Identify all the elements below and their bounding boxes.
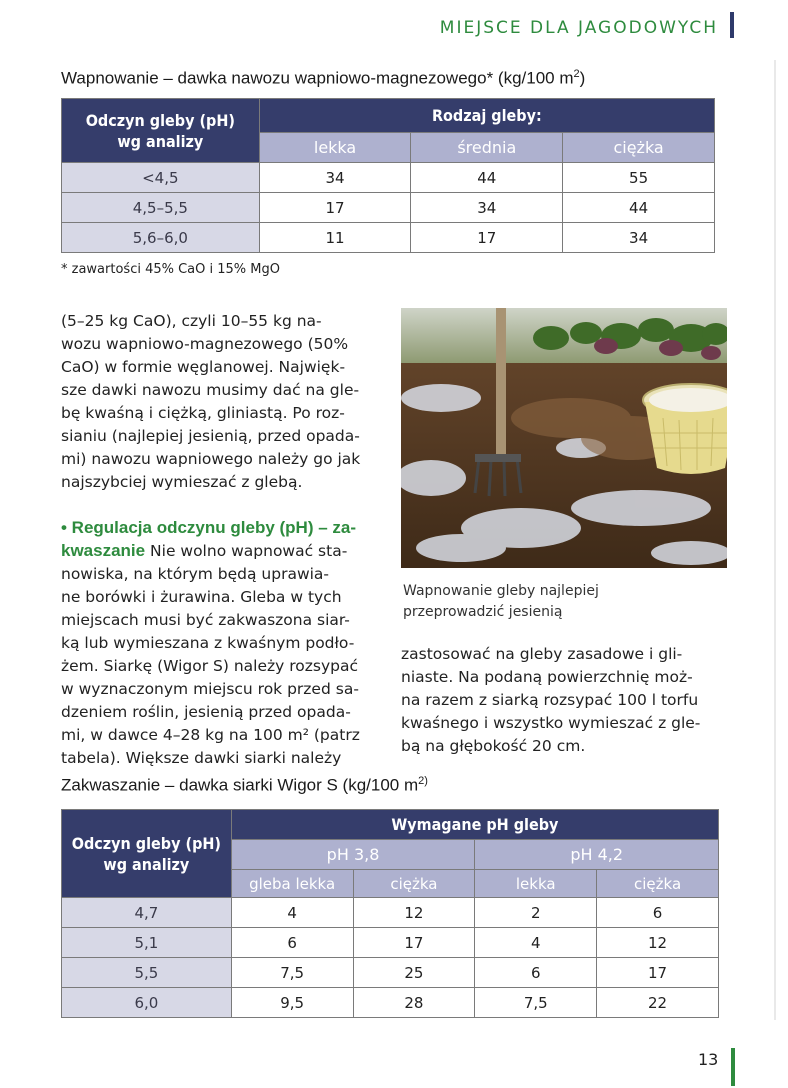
table-row xyxy=(62,988,719,1018)
table-row xyxy=(62,223,715,253)
text-line: niaste. Na podaną powierzchnię moż- xyxy=(401,668,693,686)
table-cell: 7,5 xyxy=(231,958,353,988)
table1-row-ph: 5,6–6,0 xyxy=(62,223,260,253)
page-edge-line xyxy=(774,60,776,1020)
table-cell: 4 xyxy=(231,898,353,928)
text-line: dzeniem roślin, jesienią przed opada- xyxy=(61,703,351,721)
table-cell: 44 xyxy=(563,193,715,223)
text-line: tabela). Większe dawki siarki należy xyxy=(61,749,342,767)
text-line: kwaśnego i wszystko wymieszać z gle- xyxy=(401,714,701,732)
table2-row-ph: 5,1 xyxy=(62,928,232,958)
text-line: mi, w dawce 4–28 kg na 100 m² (patrz xyxy=(61,726,360,744)
table-row xyxy=(62,163,715,193)
table1-row-ph: <4,5 xyxy=(62,163,260,193)
table-cell: 17 xyxy=(411,223,563,253)
text-line: ne borówki i żurawina. Gleba w tych xyxy=(61,588,342,606)
section-heading: • Regulacja odczynu gleby (pH) – za- xyxy=(61,518,357,537)
text-fragment: Nie wolno wapnować sta- xyxy=(145,542,348,560)
table-cell: 11 xyxy=(259,223,411,253)
table-cell: 34 xyxy=(411,193,563,223)
table2-subhead-ciezka: ciężka xyxy=(353,870,475,898)
table2-header-ph-line2: wg analizy xyxy=(103,854,190,874)
table2-header-required-ph: Wymagane pH gleby xyxy=(231,810,718,840)
table2-row-ph: 5,5 xyxy=(62,958,232,988)
text-line: w wyznaczonym miejscu rok przed sa- xyxy=(61,680,359,698)
text-line: (5–25 kg CaO), czyli 10–55 kg na- xyxy=(61,312,322,330)
section-title: MIEJSCE DLA JAGODOWYCH xyxy=(439,18,718,38)
photo-caption xyxy=(403,581,599,623)
text-line: miejscach musi być zakwaszona siar- xyxy=(61,611,350,629)
text-line: ką lub wymieszana z kwaśnym podło- xyxy=(61,634,355,652)
table2-subhead-ph38: pH 3,8 xyxy=(231,840,475,870)
table-cell: 34 xyxy=(563,223,715,253)
table2-subhead-lekka: lekka xyxy=(475,870,597,898)
table2-caption-text: Zakwaszanie – dawka siarki Wigor S (kg/100 m xyxy=(61,775,419,795)
table1-subhead-lekka: lekka xyxy=(259,133,411,163)
liming-table xyxy=(61,98,715,253)
table1-row-ph: 4,5–5,5 xyxy=(62,193,260,223)
table1-header-ph xyxy=(62,99,260,163)
table-cell: 7,5 xyxy=(475,988,597,1018)
table1-subhead-srednia: średnia xyxy=(411,133,563,163)
table2-subhead-ciezka-2: ciężka xyxy=(597,870,719,898)
photo-caption-line: przeprowadzić jesienią xyxy=(403,604,563,620)
table2-subhead-gleba-lekka: gleba lekka xyxy=(231,870,353,898)
footer-accent-bar xyxy=(731,1048,735,1086)
table-row xyxy=(62,898,719,928)
table2-caption xyxy=(61,775,428,796)
table-row xyxy=(62,958,719,988)
text-line xyxy=(61,539,373,563)
table2-caption-sup: 2) xyxy=(418,775,428,787)
table-cell: 17 xyxy=(259,193,411,223)
table1-caption-end: ) xyxy=(579,68,586,88)
table-cell: 9,5 xyxy=(231,988,353,1018)
table-cell: 44 xyxy=(411,163,563,193)
text-line: bę kwaśną i ciężką, gliniastą. Po roz- xyxy=(61,404,345,422)
table1-header-ph-line2: wg analizy xyxy=(117,131,204,151)
text-line: CaO) w formie węglanowej. Najwięk- xyxy=(61,358,346,376)
table-cell: 6 xyxy=(475,958,597,988)
table1-footnote: * zawartości 45% CaO i 15% MgO xyxy=(61,262,280,277)
header-accent-bar xyxy=(730,12,734,38)
table-cell: 55 xyxy=(563,163,715,193)
left-column xyxy=(61,310,373,770)
table1-header-ph-line1: Odczyn gleby (pH) xyxy=(85,110,235,130)
text-line: najszybciej wymieszać z glebą. xyxy=(61,473,303,491)
text-line: żem. Siarkę (Wigor S) należy rozsypać xyxy=(61,657,359,675)
text-line: sianiu (najlepiej jesienią, przed opada- xyxy=(61,427,360,445)
table-cell: 17 xyxy=(597,958,719,988)
acidification-table xyxy=(61,809,719,1018)
table-cell: 6 xyxy=(231,928,353,958)
table-cell: 12 xyxy=(353,898,475,928)
table2-row-ph: 6,0 xyxy=(62,988,232,1018)
section-heading-cont: kwaszanie xyxy=(61,541,146,560)
text-line: mi) nawozu wapniowego należy go jak xyxy=(61,450,361,468)
table1-caption xyxy=(61,68,585,89)
table-cell: 6 xyxy=(597,898,719,928)
photo-liming-soil xyxy=(401,308,727,568)
table-cell: 28 xyxy=(353,988,475,1018)
table-row xyxy=(62,193,715,223)
table1-header-soil-type: Rodzaj gleby: xyxy=(259,99,714,133)
photo-caption-line: Wapnowanie gleby najlepiej xyxy=(403,583,599,599)
text-line: zastosować na gleby zasadowe i gli- xyxy=(401,645,683,663)
table1-caption-sup: 2 xyxy=(573,68,580,80)
table2-row-ph: 4,7 xyxy=(62,898,232,928)
table-cell: 17 xyxy=(353,928,475,958)
table-cell: 4 xyxy=(475,928,597,958)
text-line: nowiska, na którym będą uprawia- xyxy=(61,565,330,583)
right-column xyxy=(401,643,727,758)
table1-subhead-ciezka: ciężka xyxy=(563,133,715,163)
table-cell: 2 xyxy=(475,898,597,928)
table-row xyxy=(62,928,719,958)
table-cell: 12 xyxy=(597,928,719,958)
table-cell: 22 xyxy=(597,988,719,1018)
table-cell: 34 xyxy=(259,163,411,193)
table2-header-ph xyxy=(62,810,232,898)
table2-header-ph-line1: Odczyn gleby (pH) xyxy=(71,833,222,853)
text-line: sze dawki nawozu musimy dać na gle- xyxy=(61,381,360,399)
text-line: wozu wapniowo-magnezowego (50% xyxy=(61,335,349,353)
table1-caption-text: Wapnowanie – dawka nawozu wapniowo-magnezowego* (kg/100 m xyxy=(61,68,574,88)
page-number: 13 xyxy=(698,1050,719,1069)
table-cell: 25 xyxy=(353,958,475,988)
photo-illustration xyxy=(401,308,727,568)
text-line: na razem z siarką rozsypać 100 l torfu xyxy=(401,691,699,709)
text-line: bą na głębokość 20 cm. xyxy=(401,737,586,755)
table2-subhead-ph42: pH 4,2 xyxy=(475,840,719,870)
